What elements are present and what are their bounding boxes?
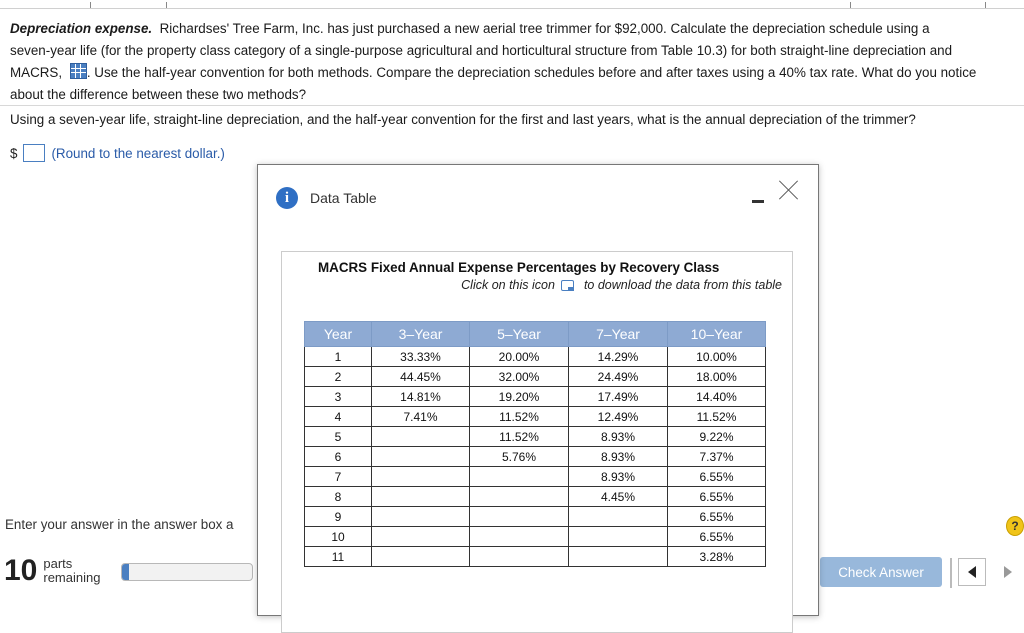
percent-cell: 6.55% xyxy=(668,527,766,547)
percent-cell: 14.40% xyxy=(668,387,766,407)
percent-cell xyxy=(470,507,569,527)
year-cell: 2 xyxy=(305,367,372,387)
table-subtitle xyxy=(461,278,782,292)
percent-cell: 44.45% xyxy=(372,367,470,387)
percent-cell: 8.93% xyxy=(569,467,668,487)
progress-bar xyxy=(121,563,253,581)
percent-cell: 24.49% xyxy=(569,367,668,387)
subtitle-pre: Click on this icon xyxy=(461,278,555,292)
column-header: 7–Year xyxy=(569,322,668,347)
percent-cell xyxy=(569,507,668,527)
table-row xyxy=(305,367,766,387)
percent-cell xyxy=(372,527,470,547)
percent-cell xyxy=(569,547,668,567)
close-icon[interactable] xyxy=(778,179,800,201)
table-row xyxy=(305,387,766,407)
percent-cell xyxy=(372,467,470,487)
download-icon[interactable] xyxy=(561,280,574,291)
percent-cell: 11.52% xyxy=(470,407,569,427)
year-cell: 7 xyxy=(305,467,372,487)
column-header: Year xyxy=(305,322,372,347)
answer-hint: (Round to the nearest dollar.) xyxy=(51,145,225,161)
table-row xyxy=(305,407,766,427)
remaining-label: remaining xyxy=(43,570,101,585)
percent-cell: 6.55% xyxy=(668,467,766,487)
table-row xyxy=(305,467,766,487)
help-icon[interactable]: ? xyxy=(1006,516,1024,536)
year-cell: 8 xyxy=(305,487,372,507)
percent-cell: 11.52% xyxy=(668,407,766,427)
percent-cell xyxy=(470,547,569,567)
percent-cell: 17.49% xyxy=(569,387,668,407)
percent-cell xyxy=(372,447,470,467)
problem-line-2: seven-year life (for the property class category of a single-purpose agricultural and horticultural structure from Table 10.3) for both straight-line depreciation and xyxy=(10,43,953,58)
table-row xyxy=(305,547,766,567)
problem-line-4: about the difference between these two methods? xyxy=(10,87,307,102)
previous-button[interactable] xyxy=(958,558,986,586)
problem-title: Depreciation expense. xyxy=(10,21,153,36)
top-tick xyxy=(166,2,167,8)
table-header-row xyxy=(305,322,766,347)
percent-cell xyxy=(470,527,569,547)
chevron-left-icon xyxy=(967,566,977,578)
percent-cell: 10.00% xyxy=(668,347,766,367)
top-tick xyxy=(985,2,986,8)
table-row xyxy=(305,527,766,547)
percent-cell: 3.28% xyxy=(668,547,766,567)
problem-line-3b: . Use the half-year convention for both methods. Compare the depreciation schedules before and after taxes using a 40% tax rate. What do you notice xyxy=(86,65,977,80)
percent-cell xyxy=(372,547,470,567)
year-cell: 5 xyxy=(305,427,372,447)
table-row xyxy=(305,447,766,467)
year-cell: 3 xyxy=(305,387,372,407)
instruction-text: Enter your answer in the answer box a xyxy=(5,517,234,532)
percent-cell: 33.33% xyxy=(372,347,470,367)
percent-cell xyxy=(372,487,470,507)
question-text: Using a seven-year life, straight-line depreciation, and the half-year convention for the first and last years, what is the annual depreciation of the trimmer? xyxy=(10,112,916,127)
percent-cell: 14.29% xyxy=(569,347,668,367)
table-row xyxy=(305,507,766,527)
table-title: MACRS Fixed Annual Expense Percentages by Recovery Class xyxy=(318,260,720,275)
percent-cell: 6.55% xyxy=(668,487,766,507)
modal-header xyxy=(276,187,377,209)
year-cell: 1 xyxy=(305,347,372,367)
nav-divider xyxy=(950,558,952,588)
year-cell: 11 xyxy=(305,547,372,567)
percent-cell xyxy=(470,487,569,507)
year-cell: 4 xyxy=(305,407,372,427)
currency-symbol: $ xyxy=(10,145,18,161)
year-cell: 9 xyxy=(305,507,372,527)
answer-input[interactable] xyxy=(23,144,45,162)
next-button[interactable] xyxy=(994,558,1022,586)
percent-cell xyxy=(372,427,470,447)
subtitle-post: to download the data from this table xyxy=(583,278,782,292)
percent-cell: 8.93% xyxy=(569,427,668,447)
problem-text xyxy=(10,18,1015,106)
percent-cell: 11.52% xyxy=(470,427,569,447)
problem-line-1: Richardses' Tree Farm, Inc. has just purchased a new aerial tree trimmer for $92,000. Calculate the depreciation schedule using a xyxy=(159,21,930,36)
top-divider xyxy=(0,8,1024,9)
table-row xyxy=(305,487,766,507)
table-grid-icon[interactable] xyxy=(70,63,87,79)
percent-cell: 4.45% xyxy=(569,487,668,507)
parts-label: parts xyxy=(43,556,73,571)
percent-cell: 18.00% xyxy=(668,367,766,387)
percent-cell xyxy=(470,467,569,487)
top-tick xyxy=(850,2,851,8)
year-cell: 10 xyxy=(305,527,372,547)
table-row xyxy=(305,427,766,447)
percent-cell: 8.93% xyxy=(569,447,668,467)
progress-fill xyxy=(122,564,129,580)
table-row xyxy=(305,347,766,367)
top-tick xyxy=(90,2,91,8)
data-table-modal xyxy=(257,164,819,616)
check-answer-button[interactable]: Check Answer xyxy=(820,557,942,587)
column-header: 5–Year xyxy=(470,322,569,347)
chevron-right-icon xyxy=(1003,566,1013,578)
percent-cell: 19.20% xyxy=(470,387,569,407)
percent-cell: 9.22% xyxy=(668,427,766,447)
table-panel xyxy=(281,251,793,633)
percent-cell: 7.37% xyxy=(668,447,766,467)
column-header: 10–Year xyxy=(668,322,766,347)
percent-cell: 14.81% xyxy=(372,387,470,407)
percent-cell: 12.49% xyxy=(569,407,668,427)
minimize-icon[interactable] xyxy=(750,191,766,207)
column-header: 3–Year xyxy=(372,322,470,347)
answer-row xyxy=(10,144,225,162)
macrs-table xyxy=(304,321,766,567)
parts-remaining xyxy=(4,556,100,586)
percent-cell: 20.00% xyxy=(470,347,569,367)
year-cell: 6 xyxy=(305,447,372,467)
percent-cell: 7.41% xyxy=(372,407,470,427)
percent-cell: 32.00% xyxy=(470,367,569,387)
problem-line-3a: MACRS, xyxy=(10,65,63,80)
section-divider xyxy=(0,105,1024,106)
percent-cell: 6.55% xyxy=(668,507,766,527)
percent-cell xyxy=(569,527,668,547)
percent-cell: 5.76% xyxy=(470,447,569,467)
parts-count: 10 xyxy=(4,554,38,587)
info-icon: i xyxy=(276,187,298,209)
modal-title: Data Table xyxy=(310,190,377,206)
percent-cell xyxy=(372,507,470,527)
